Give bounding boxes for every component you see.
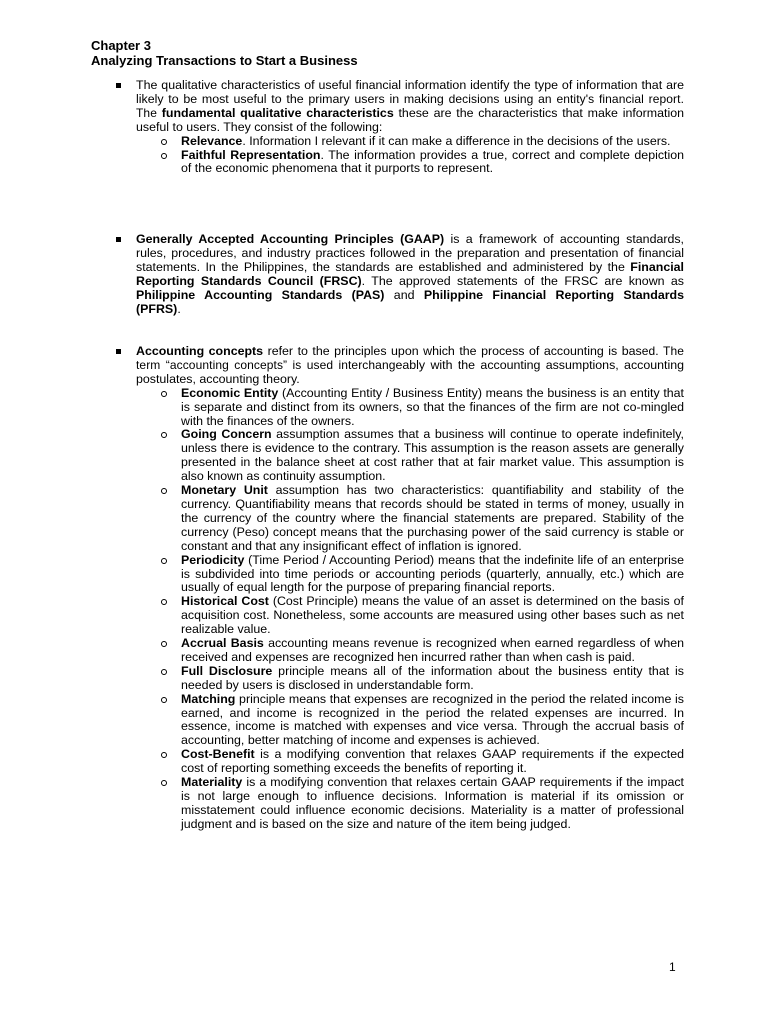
qualitative-characteristics-section — [91, 79, 684, 176]
paragraph: Generally Accepted Accounting Principles (GAAP) is a framework of accounting standards, rules, procedures, and industry practices followed in the preparation and presentation of financial statements. In the Philippines, the standards are established and administered by the Financial Reporting Standards Council (FRSC). The approved statements of the FRSC are known as Philippine Accounting Standards (PAS) and Philippine Financial Reporting Standards (PFRS). — [136, 232, 685, 316]
circle-bullet-icon — [91, 387, 181, 429]
concept-list — [91, 387, 684, 832]
sub-item: Monetary Unit assumption has two characteristics: quantifiability and stability of the currency. Quantifiability means that records should be stated in terms of money, usually in the currency of the country where the financial statements are prepared. Stability of the currency (Peso) concept means that the purchasing power of the said currency is stable or constant and that any insignificant effect of inflation is ignored. — [91, 484, 684, 554]
paragraph: The qualitative characteristics of useful financial information identify the type of information that are likely to be most useful to the primary users in making decisions using an entity's financial report. The fundamental qualitative characteristics these are the characteristics that make information useful to users. They consist of the following: — [136, 78, 685, 134]
sub-item: Periodicity (Time Period / Accounting Period) means that the indefinite life of an enterprise is subdivided into time periods or accounting periods (quarterly, annually, etc.) which are usually of equal length for the purpose of preparing financial reports. — [91, 554, 684, 596]
circle-bullet-icon — [91, 665, 181, 693]
chapter-label: Chapter 3 — [91, 38, 151, 53]
bullet-item — [91, 345, 684, 387]
circle-bullet-icon — [91, 149, 181, 177]
sub-item: Materiality is a modifying convention that relaxes certain GAAP requirements if the impact is not large enough to influence decisions. Information is material if its omission or misstatement could influence economic decisions. Materiality is a matter of professional judgment and is based on the size and nature of the item being judged. — [91, 776, 684, 832]
page-number: 1 — [669, 960, 676, 974]
circle-bullet-icon — [91, 554, 181, 596]
circle-bullet-icon — [91, 637, 181, 665]
circle-bullet-icon — [91, 484, 181, 554]
circle-bullet-icon — [91, 776, 181, 832]
circle-bullet-icon — [91, 595, 181, 637]
circle-bullet-icon — [91, 748, 181, 776]
bold-term: fundamental qualitative characteristics — [161, 105, 394, 120]
sub-item: Going Concern assumption assumes that a business will continue to operate indefinitely, unless there is evidence to the contrary. This assumption is the reason assets are generally presented in the balance sheet at cost rather that at fair market value. This assumption is also known as continuity assumption. — [91, 428, 684, 484]
sub-item: Faithful Representation. The information provides a true, correct and complete depiction of the economic phenomena that it purports to represent. — [91, 149, 684, 177]
square-bullet-icon — [91, 345, 136, 387]
bullet-item — [91, 79, 684, 135]
sub-item: Accrual Basis accounting means revenue is recognized when earned regardless of when received and expenses are recognized hen incurred rather than when cash is paid. — [91, 637, 684, 665]
sub-item: Cost-Benefit is a modifying convention that relaxes GAAP requirements if the expected cost of reporting something exceeds the benefits of reporting it. — [91, 748, 684, 776]
circle-bullet-icon — [91, 428, 181, 484]
chapter-title: Analyzing Transactions to Start a Business — [91, 53, 358, 68]
square-bullet-icon — [91, 233, 136, 316]
sub-item: Matching principle means that expenses are recognized in the period the related income is earned, and income is recognized in the period the related expenses are incurred. In essence, income is matched with expenses and vice versa. Through the accrual basis of accounting, better matching of income and expenses is achieved. — [91, 693, 684, 749]
accounting-concepts-section — [91, 345, 684, 832]
square-bullet-icon — [91, 79, 136, 135]
gaap-section — [91, 233, 684, 316]
bullet-item — [91, 233, 684, 316]
sub-item: Full Disclosure principle means all of the information about the business entity that is needed by users is disclosed in understandable form. — [91, 665, 684, 693]
sub-item: Economic Entity (Accounting Entity / Business Entity) means the business is an entity that is separate and distinct from its owners, so that the finances of the firm are not co-mingled with the finances of the owners. — [91, 387, 684, 429]
paragraph: Accounting concepts refer to the principles upon which the process of accounting is based. The term “accounting concepts” is used interchangeably with the accounting assumptions, accounting postulates, accounting theory. — [136, 344, 684, 386]
circle-bullet-icon — [91, 693, 181, 749]
circle-bullet-icon — [91, 135, 181, 149]
sub-item: Historical Cost (Cost Principle) means the value of an asset is determined on the basis of acquisition cost. Nonetheless, some accounts are measured using other bases such as net realizable value. — [91, 595, 684, 637]
sub-item: Relevance. Information I relevant if it can make a difference in the decisions of the users. — [91, 135, 684, 149]
